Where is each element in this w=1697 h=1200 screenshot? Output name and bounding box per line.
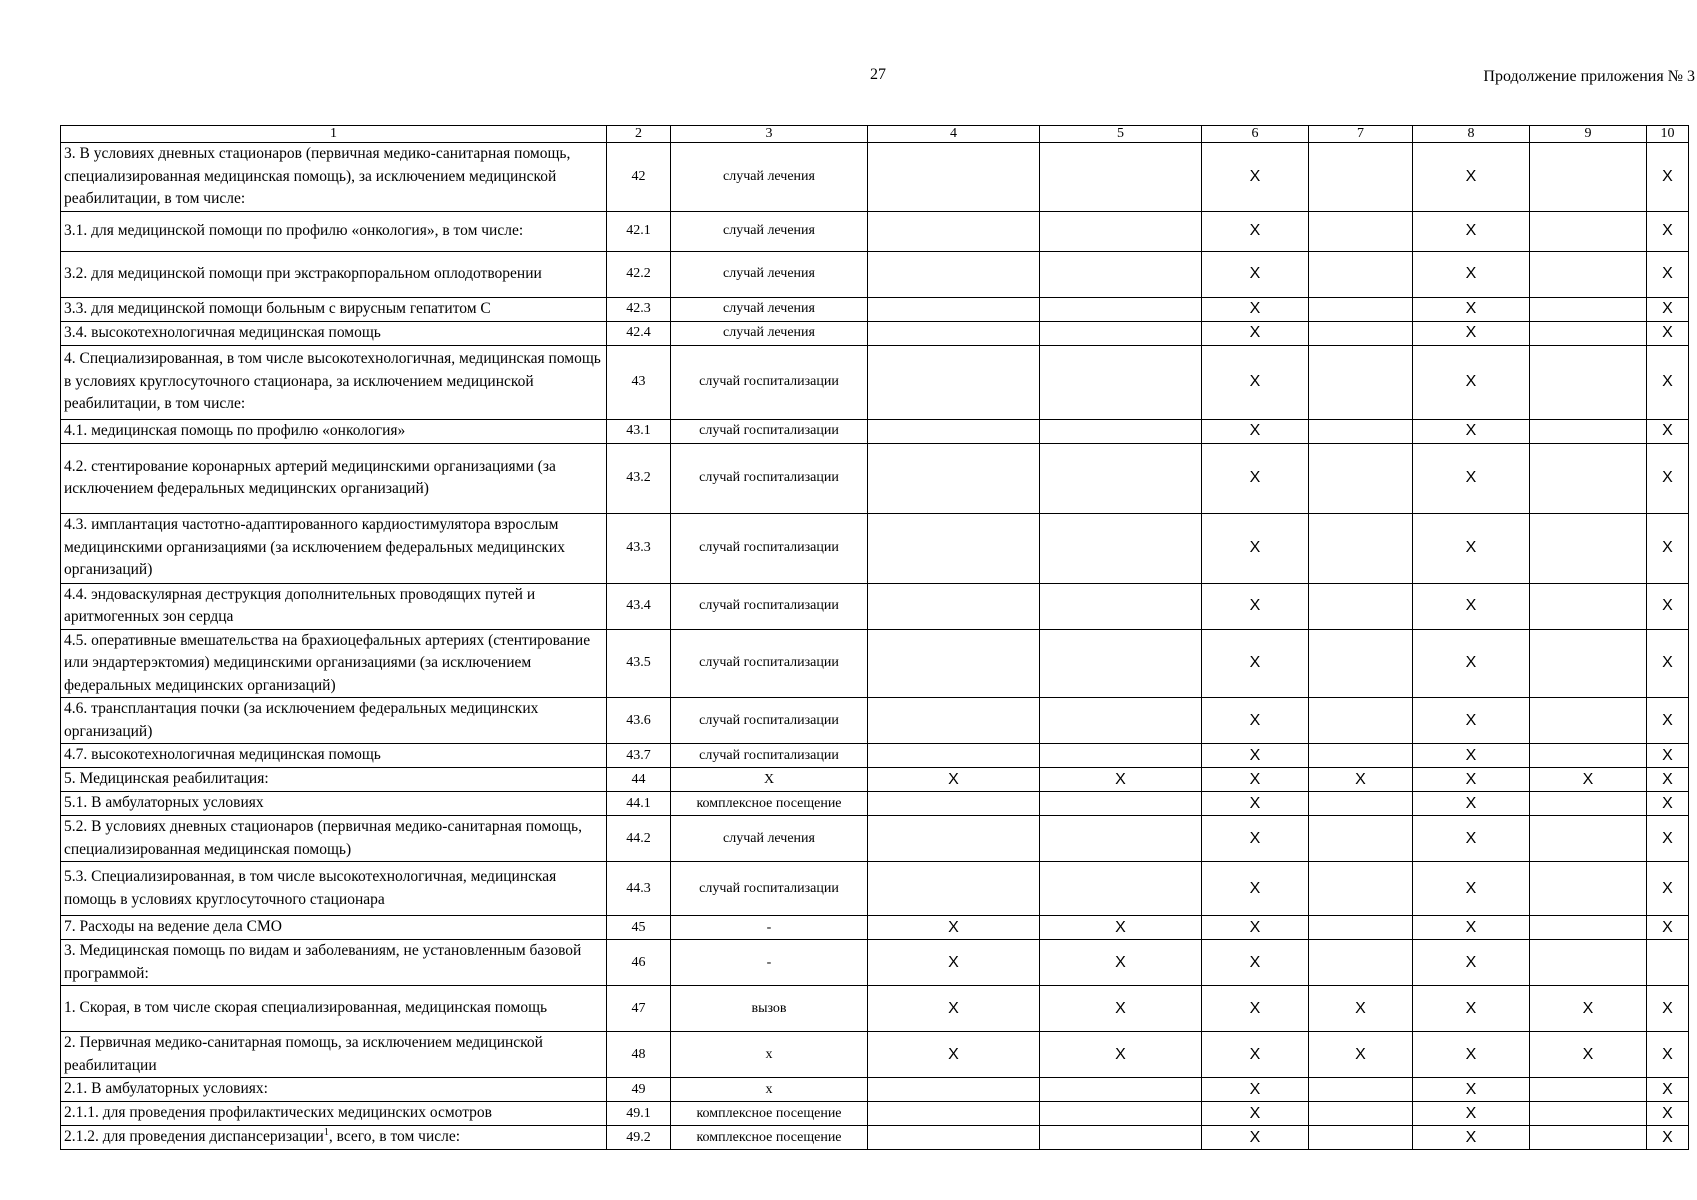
table-body [61,143,1689,1150]
unit-cell: - [671,940,868,986]
column-7-cell [1309,211,1413,251]
unit-cell: случай госпитализации [671,862,868,916]
column-4-cell [868,345,1040,419]
column-6-cell: X [1202,297,1309,321]
unit-cell: случай лечения [671,211,868,251]
column-4-cell: X [868,1032,1040,1078]
column-7-cell: X [1309,986,1413,1032]
column-9-cell [1530,211,1647,251]
column-4-cell [868,1126,1040,1150]
page-number: 27 [870,66,886,83]
unit-cell: случай госпитализации [671,345,868,419]
column-5-cell [1040,862,1202,916]
column-7-cell [1309,629,1413,698]
column-4-cell [868,583,1040,629]
column-7-cell [1309,744,1413,768]
row-name-cell: 1. Скорая, в том числе скорая специализированная, медицинская помощь [61,986,607,1032]
column-6-cell: X [1202,513,1309,583]
column-5-cell [1040,345,1202,419]
column-8-cell: X [1413,513,1530,583]
column-5-cell: X [1040,940,1202,986]
footnote-marker: 1 [323,1127,329,1139]
column-8-cell: X [1413,1032,1530,1078]
row-number-cell: 43.5 [607,629,671,698]
column-6-cell: X [1202,1102,1309,1126]
unit-cell: случай лечения [671,297,868,321]
column-header: 7 [1309,126,1413,143]
row-name-cell: 4.3. имплантация частотно-адаптированного кардиостимулятора взрослым медицинскими организациями (за исключением федеральных медицинских организаций) [61,513,607,583]
column-4-cell: X [868,940,1040,986]
column-7-cell [1309,443,1413,513]
column-7-cell [1309,345,1413,419]
row-name-cell: 5.1. В амбулаторных условиях [61,792,607,816]
table-row [61,629,1689,698]
row-number-cell: 42.4 [607,321,671,345]
column-5-cell [1040,297,1202,321]
column-5-cell [1040,629,1202,698]
column-9-cell [1530,513,1647,583]
unit-cell: х [671,1032,868,1078]
column-8-cell: X [1413,251,1530,297]
column-8-cell: X [1413,1126,1530,1150]
column-9-cell [1530,345,1647,419]
column-header: 2 [607,126,671,143]
column-6-cell: X [1202,211,1309,251]
column-6-cell: X [1202,816,1309,862]
column-8-cell: X [1413,321,1530,345]
table-row [61,792,1689,816]
row-name-cell: 5.2. В условиях дневных стационаров (первичная медико-санитарная помощь, специализированная медицинская помощь) [61,816,607,862]
column-4-cell [868,792,1040,816]
row-name-cell: 3.3. для медицинской помощи больным с вирусным гепатитом С [61,297,607,321]
unit-cell: комплексное посещение [671,1102,868,1126]
column-9-cell [1530,862,1647,916]
column-7-cell [1309,698,1413,744]
column-8-cell: X [1413,1078,1530,1102]
unit-cell: комплексное посещение [671,792,868,816]
unit-cell: случай госпитализации [671,698,868,744]
table-row [61,211,1689,251]
row-name-cell: 5.3. Специализированная, в том числе высокотехнологичная, медицинская помощь в условиях круглосуточного стационара [61,862,607,916]
header-row [61,126,1689,143]
row-name-cell: 3. В условиях дневных стационаров (первичная медико-санитарная помощь, специализированная медицинская помощь), за исключением медицинской реабилитации, в том числе: [61,143,607,212]
column-header: 6 [1202,126,1309,143]
column-5-cell [1040,1126,1202,1150]
row-number-cell: 42.1 [607,211,671,251]
column-9-cell [1530,443,1647,513]
column-8-cell: X [1413,345,1530,419]
unit-cell: случай госпитализации [671,443,868,513]
column-10-cell: X [1647,1102,1689,1126]
table-row [61,251,1689,297]
table-row [61,916,1689,940]
column-10-cell: X [1647,1126,1689,1150]
column-10-cell: X [1647,986,1689,1032]
column-8-cell: X [1413,816,1530,862]
column-9-cell [1530,1102,1647,1126]
column-5-cell [1040,419,1202,443]
column-8-cell: X [1413,744,1530,768]
row-number-cell: 48 [607,1032,671,1078]
column-6-cell: X [1202,143,1309,212]
column-4-cell [868,419,1040,443]
column-6-cell: X [1202,345,1309,419]
column-6-cell: X [1202,940,1309,986]
table-row [61,143,1689,212]
column-4-cell [868,862,1040,916]
row-number-cell: 44 [607,768,671,792]
column-5-cell: X [1040,1032,1202,1078]
column-6-cell: X [1202,583,1309,629]
unit-cell: случай госпитализации [671,583,868,629]
column-6-cell: X [1202,916,1309,940]
column-4-cell [868,211,1040,251]
unit-cell: х [671,1078,868,1102]
column-8-cell: X [1413,698,1530,744]
column-9-cell [1530,583,1647,629]
unit-cell: вызов [671,986,868,1032]
table-row [61,321,1689,345]
column-4-cell [868,443,1040,513]
column-4-cell [868,513,1040,583]
row-name-cell: 4.6. трансплантация почки (за исключением федеральных медицинских организаций) [61,698,607,744]
column-10-cell: X [1647,768,1689,792]
column-header: 1 [61,126,607,143]
column-8-cell: X [1413,143,1530,212]
table-row [61,419,1689,443]
column-4-cell [868,744,1040,768]
column-8-cell: X [1413,419,1530,443]
table-row [61,1032,1689,1078]
column-10-cell: X [1647,1032,1689,1078]
column-7-cell: X [1309,1032,1413,1078]
column-5-cell [1040,321,1202,345]
column-4-cell [868,816,1040,862]
column-4-cell: X [868,916,1040,940]
table-row [61,698,1689,744]
column-9-cell [1530,916,1647,940]
column-10-cell: X [1647,143,1689,212]
column-5-cell: X [1040,986,1202,1032]
column-9-cell [1530,297,1647,321]
column-10-cell: X [1647,345,1689,419]
column-8-cell: X [1413,583,1530,629]
row-number-cell: 43.3 [607,513,671,583]
column-9-cell [1530,251,1647,297]
column-5-cell [1040,143,1202,212]
row-number-cell: 46 [607,940,671,986]
column-9-cell: X [1530,768,1647,792]
row-name-cell: 2.1. В амбулаторных условиях: [61,1078,607,1102]
column-7-cell [1309,862,1413,916]
column-8-cell: X [1413,443,1530,513]
row-number-cell: 43.1 [607,419,671,443]
column-5-cell: X [1040,916,1202,940]
column-6-cell: X [1202,419,1309,443]
column-6-cell: X [1202,629,1309,698]
column-7-cell [1309,419,1413,443]
column-header: 4 [868,126,1040,143]
row-name-text: 2.1.2. для проведения диспансеризации [64,1128,324,1146]
column-header: 10 [1647,126,1689,143]
table-row [61,768,1689,792]
column-9-cell [1530,321,1647,345]
row-number-cell: 42.2 [607,251,671,297]
row-name-cell: 4. Специализированная, в том числе высокотехнологичная, медицинская помощь в условиях круглосуточного стационара, за исключением медицинской реабилитации, в том числе: [61,345,607,419]
column-8-cell: X [1413,792,1530,816]
column-header: 9 [1530,126,1647,143]
column-5-cell [1040,513,1202,583]
column-4-cell [868,1078,1040,1102]
unit-cell: случай лечения [671,321,868,345]
row-number-cell: 49.2 [607,1126,671,1150]
table-row [61,816,1689,862]
column-10-cell: X [1647,513,1689,583]
column-6-cell: X [1202,321,1309,345]
row-name-cell: 4.1. медицинская помощь по профилю «онкология» [61,419,607,443]
table-row [61,862,1689,916]
table-row [61,345,1689,419]
unit-cell: случай госпитализации [671,419,868,443]
column-header: 5 [1040,126,1202,143]
appendix-note: Продолжение приложения № 3 [1483,68,1695,85]
unit-cell: случай госпитализации [671,513,868,583]
column-8-cell: X [1413,768,1530,792]
column-4-cell [868,321,1040,345]
row-number-cell: 44.3 [607,862,671,916]
column-5-cell [1040,698,1202,744]
column-8-cell: X [1413,940,1530,986]
column-4-cell [868,698,1040,744]
row-name-cell: 4.7. высокотехнологичная медицинская помощь [61,744,607,768]
column-5-cell [1040,1078,1202,1102]
table-row [61,940,1689,986]
column-4-cell [868,143,1040,212]
column-10-cell: X [1647,629,1689,698]
column-7-cell [1309,1126,1413,1150]
row-name-cell: 3.4. высокотехнологичная медицинская помощь [61,321,607,345]
column-5-cell [1040,744,1202,768]
column-7-cell [1309,1078,1413,1102]
table-row [61,443,1689,513]
column-10-cell: X [1647,792,1689,816]
unit-cell: комплексное посещение [671,1126,868,1150]
row-number-cell: 43.7 [607,744,671,768]
unit-cell: случай лечения [671,143,868,212]
row-number-cell: 43.2 [607,443,671,513]
row-number-cell: 43.6 [607,698,671,744]
column-6-cell: X [1202,698,1309,744]
unit-cell: случай госпитализации [671,744,868,768]
column-6-cell: X [1202,1126,1309,1150]
unit-cell: X [671,768,868,792]
column-7-cell [1309,583,1413,629]
column-10-cell: X [1647,419,1689,443]
unit-cell: случай лечения [671,816,868,862]
column-5-cell [1040,211,1202,251]
column-10-cell: X [1647,443,1689,513]
column-10-cell: X [1647,698,1689,744]
row-name-cell: 4.4. эндоваскулярная деструкция дополнительных проводящих путей и аритмогенных зон сердца [61,583,607,629]
row-name-cell: 3.2. для медицинской помощи при экстракорпоральном оплодотворении [61,251,607,297]
column-10-cell: X [1647,816,1689,862]
row-name-cell: 5. Медицинская реабилитация: [61,768,607,792]
column-10-cell: X [1647,583,1689,629]
column-9-cell [1530,744,1647,768]
row-number-cell: 49.1 [607,1102,671,1126]
column-10-cell: X [1647,862,1689,916]
table-row [61,583,1689,629]
column-4-cell [868,251,1040,297]
column-6-cell: X [1202,986,1309,1032]
column-7-cell [1309,321,1413,345]
column-9-cell: X [1530,986,1647,1032]
column-6-cell: X [1202,744,1309,768]
column-5-cell [1040,251,1202,297]
column-6-cell: X [1202,862,1309,916]
row-name-cell: 2. Первичная медико-санитарная помощь, за исключением медицинской реабилитации [61,1032,607,1078]
column-5-cell [1040,443,1202,513]
column-4-cell [868,297,1040,321]
column-9-cell: X [1530,1032,1647,1078]
column-4-cell [868,629,1040,698]
row-name-cell: 2.1.1. для проведения профилактических медицинских осмотров [61,1102,607,1126]
column-10-cell: X [1647,916,1689,940]
column-9-cell [1530,698,1647,744]
column-9-cell [1530,143,1647,212]
row-number-cell: 49 [607,1078,671,1102]
row-name-cell [61,1126,607,1150]
column-7-cell [1309,251,1413,297]
column-5-cell [1040,792,1202,816]
column-7-cell [1309,1102,1413,1126]
row-number-cell: 47 [607,986,671,1032]
column-10-cell: X [1647,251,1689,297]
column-10-cell [1647,940,1689,986]
column-header: 8 [1413,126,1530,143]
table-row [61,1102,1689,1126]
row-number-cell: 44.1 [607,792,671,816]
column-7-cell: X [1309,768,1413,792]
column-8-cell: X [1413,916,1530,940]
unit-cell: случай лечения [671,251,868,297]
column-9-cell [1530,1078,1647,1102]
data-table [60,125,1689,1150]
column-8-cell: X [1413,297,1530,321]
column-10-cell: X [1647,211,1689,251]
column-5-cell [1040,583,1202,629]
row-name-cell: 4.5. оперативные вмешательства на брахиоцефальных артериях (стентирование или эндартерэктомия) медицинскими организациями (за исключением федеральных медицинских организаций) [61,629,607,698]
row-number-cell: 42.3 [607,297,671,321]
column-8-cell: X [1413,986,1530,1032]
column-4-cell: X [868,768,1040,792]
table-row [61,1126,1689,1150]
row-number-cell: 45 [607,916,671,940]
column-7-cell [1309,940,1413,986]
table-row [61,986,1689,1032]
column-10-cell: X [1647,321,1689,345]
unit-cell: случай госпитализации [671,629,868,698]
column-6-cell: X [1202,1078,1309,1102]
column-5-cell [1040,816,1202,862]
column-6-cell: X [1202,768,1309,792]
column-9-cell [1530,940,1647,986]
column-7-cell [1309,816,1413,862]
column-6-cell: X [1202,251,1309,297]
row-number-cell: 42 [607,143,671,212]
column-header: 3 [671,126,868,143]
column-10-cell: X [1647,744,1689,768]
row-number-cell: 43 [607,345,671,419]
column-8-cell: X [1413,211,1530,251]
table-row [61,513,1689,583]
column-9-cell [1530,419,1647,443]
column-7-cell [1309,792,1413,816]
table-row [61,744,1689,768]
column-5-cell: X [1040,768,1202,792]
column-7-cell [1309,513,1413,583]
column-7-cell [1309,297,1413,321]
table-row [61,297,1689,321]
column-8-cell: X [1413,1102,1530,1126]
row-number-cell: 44.2 [607,816,671,862]
column-4-cell: X [868,986,1040,1032]
row-name-cell: 3.1. для медицинской помощи по профилю «онкология», в том числе: [61,211,607,251]
row-name-cell: 7. Расходы на ведение дела СМО [61,916,607,940]
column-5-cell [1040,1102,1202,1126]
column-9-cell [1530,1126,1647,1150]
column-10-cell: X [1647,1078,1689,1102]
column-8-cell: X [1413,862,1530,916]
column-9-cell [1530,792,1647,816]
column-8-cell: X [1413,629,1530,698]
column-10-cell: X [1647,297,1689,321]
row-name-cell: 3. Медицинская помощь по видам и заболеваниям, не установленным базовой программой: [61,940,607,986]
column-6-cell: X [1202,443,1309,513]
unit-cell: - [671,916,868,940]
row-name-cell: 4.2. стентирование коронарных артерий медицинскими организациями (за исключением федеральных медицинских организаций) [61,443,607,513]
column-6-cell: X [1202,1032,1309,1078]
column-9-cell [1530,816,1647,862]
column-9-cell [1530,629,1647,698]
column-6-cell: X [1202,792,1309,816]
column-7-cell [1309,916,1413,940]
table-row [61,1078,1689,1102]
row-number-cell: 43.4 [607,583,671,629]
column-7-cell [1309,143,1413,212]
row-name-tail: , всего, в том числе: [328,1128,461,1146]
column-4-cell [868,1102,1040,1126]
